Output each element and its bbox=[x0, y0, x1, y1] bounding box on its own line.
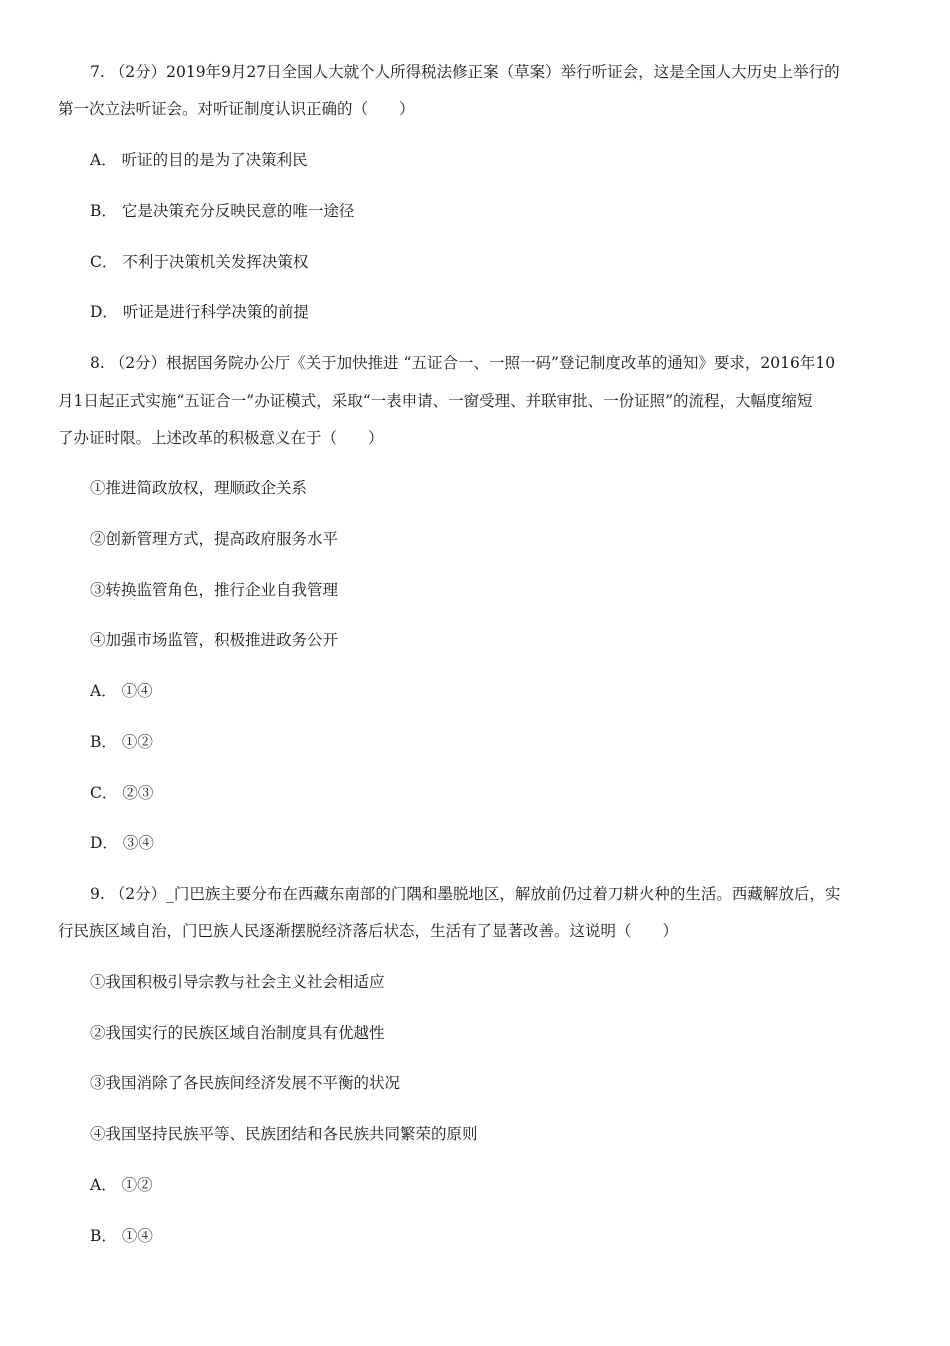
question-7-option-d: D． 听证是进行科学决策的前提 bbox=[90, 303, 309, 321]
question-8-statement-1: ①推进简政放权，理顺政企关系 bbox=[90, 479, 308, 497]
question-9-statement-1: ①我国积极引导宗教与社会主义社会相适应 bbox=[90, 973, 385, 991]
question-7-option-c: C． 不利于决策机关发挥决策权 bbox=[90, 253, 309, 271]
question-7-stem-line-1: 7. （2分）2019年9月27日全国人大就个人所得税法修正案（草案）举行听证会，这是全国人大历史上举行的 bbox=[90, 63, 840, 81]
question-8-statement-3: ③转换监管角色，推行企业自我管理 bbox=[90, 581, 339, 599]
question-8-option-a: A． ①④ bbox=[90, 682, 153, 700]
question-number: 9. bbox=[90, 885, 105, 903]
question-8-stem-line-3: 了办证时限。上述改革的积极意义在于（ ） bbox=[58, 429, 384, 447]
question-9-statement-3: ③我国消除了各民族间经济发展不平衡的状况 bbox=[90, 1074, 401, 1092]
question-9-statement-4: ④我国坚持民族平等、民族团结和各民族共同繁荣的原则 bbox=[90, 1125, 478, 1143]
question-score: （2分） bbox=[109, 63, 167, 81]
question-8-stem-line-1: 8. （2分）根据国务院办公厅《关于加快推进 “五证合一、一照一码”登记制度改革的通知》要求，2016年10 bbox=[90, 354, 836, 372]
question-9-statement-2: ②我国实行的民族区域自治制度具有优越性 bbox=[90, 1024, 385, 1042]
question-score: （2分） bbox=[109, 354, 167, 372]
question-number: 7. bbox=[90, 63, 105, 81]
question-9-option-b: B． ①④ bbox=[90, 1227, 153, 1245]
question-score: （2分） bbox=[109, 885, 167, 903]
question-8-option-b: B． ①② bbox=[90, 733, 153, 751]
question-8-option-d: D． ③④ bbox=[90, 834, 154, 852]
question-7-stem-line-2: 第一次立法听证会。对听证制度认识正确的（ ） bbox=[58, 100, 415, 118]
question-7-option-a: A． 听证的目的是为了决策利民 bbox=[90, 151, 308, 169]
question-8-statement-4: ④加强市场监管，积极推进政务公开 bbox=[90, 631, 339, 649]
question-8-statement-2: ②创新管理方式，提高政府服务水平 bbox=[90, 530, 339, 548]
question-7-option-b: B． 它是决策充分反映民意的唯一途径 bbox=[90, 202, 355, 220]
question-9-stem-line-1: 9. （2分）_门巴族主要分布在西藏东南部的门隅和墨脱地区，解放前仍过着刀耕火种的生活。西藏解放后，实 bbox=[90, 885, 841, 903]
question-9-stem-line-2: 行民族区域自治，门巴族人民逐渐摆脱经济落后状态，生活有了显著改善。这说明（ ） bbox=[58, 922, 679, 940]
question-8-option-c: C． ②③ bbox=[90, 784, 154, 802]
question-8-stem-line-2: 月1日起正式实施“五证合一”办证模式，采取“一表申请、一窗受理、并联审批、一份证照”的流程，大幅度缩短 bbox=[58, 392, 813, 410]
question-9-option-a: A． ①② bbox=[90, 1176, 153, 1194]
question-number: 8. bbox=[90, 354, 105, 372]
